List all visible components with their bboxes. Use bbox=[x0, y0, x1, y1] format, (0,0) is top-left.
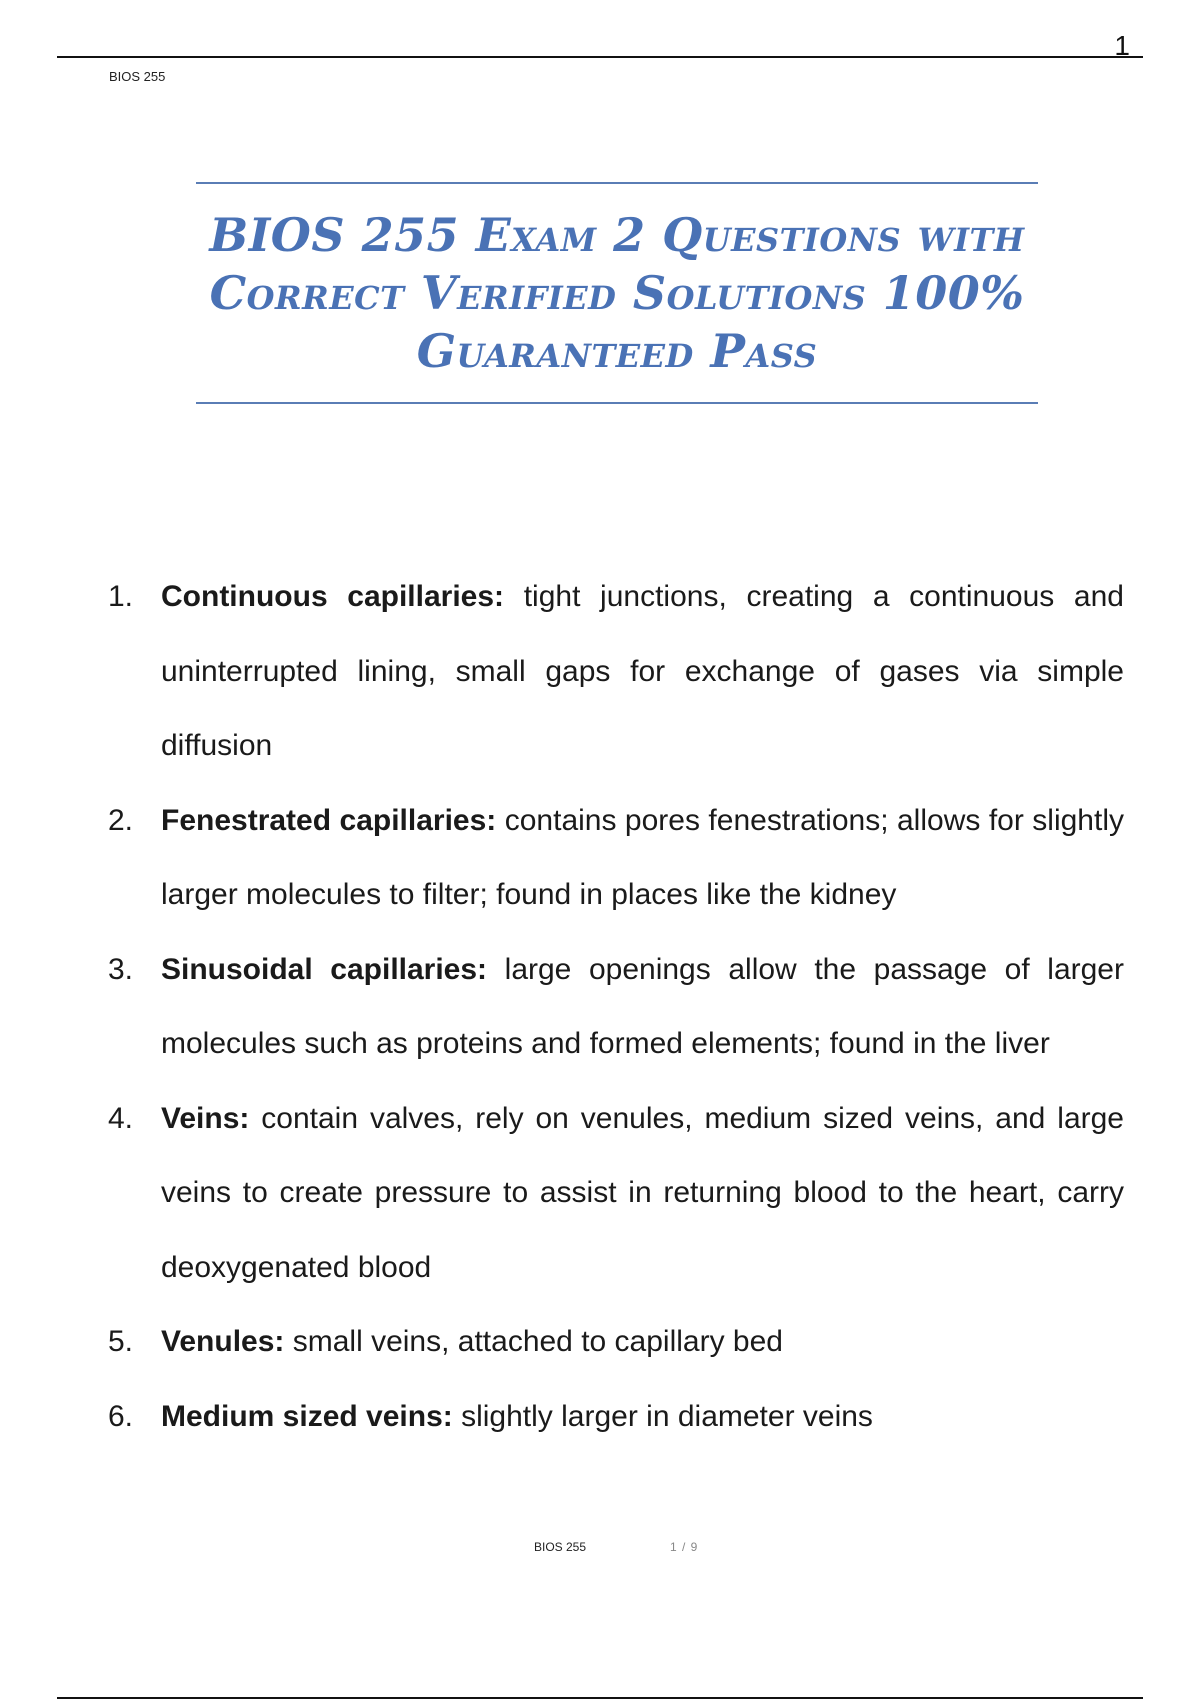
item-term: Sinusoidal capillaries: bbox=[161, 952, 488, 986]
header-rule bbox=[57, 56, 1143, 58]
item-number: 4. bbox=[108, 1101, 134, 1135]
list-item bbox=[108, 560, 1124, 784]
list-item bbox=[108, 1380, 1124, 1455]
title-rule-bottom bbox=[196, 402, 1038, 404]
item-body bbox=[161, 560, 1124, 784]
list-item bbox=[108, 933, 1124, 1082]
item-body bbox=[161, 784, 1124, 933]
title-block bbox=[196, 182, 1038, 404]
footer-label: BIOS 255 bbox=[534, 1540, 587, 1554]
item-number: 5. bbox=[108, 1325, 134, 1358]
item-term: Continuous capillaries: bbox=[161, 580, 505, 613]
item-definition: slightly larger in diameter veins bbox=[461, 1399, 873, 1433]
item-body bbox=[161, 933, 1124, 1082]
list-item bbox=[108, 1305, 1124, 1380]
item-term: Medium sized veins: bbox=[161, 1399, 453, 1433]
item-definition: tight junctions, creating a continuous and uninterrupted lining, small gaps for exchange of gases via simple diffusion bbox=[161, 580, 1124, 762]
item-definition: large openings allow the passage of larger molecules such as proteins and formed elements; found in the liver bbox=[161, 952, 1124, 1060]
item-term: Venules: bbox=[161, 1325, 285, 1358]
item-number: 1. bbox=[108, 580, 134, 613]
item-body bbox=[161, 1380, 1124, 1455]
item-body bbox=[161, 1082, 1124, 1306]
list-item bbox=[108, 784, 1124, 933]
list-item bbox=[108, 1082, 1124, 1306]
document-title: BIOS 255 Exam 2 Questions with Correct Verified Solutions 100% Guaranteed Pass bbox=[209, 208, 1025, 378]
header-label: BIOS 255 bbox=[109, 69, 166, 84]
item-definition: contain valves, rely on venules, medium sized veins, and large veins to create pressure to assist in returning blood to the heart, carry deoxygenated blood bbox=[161, 1101, 1124, 1284]
item-number: 2. bbox=[108, 803, 134, 837]
item-definition: small veins, attached to capillary bed bbox=[292, 1325, 783, 1358]
footer-rule bbox=[57, 1697, 1143, 1699]
title-rule-top bbox=[196, 182, 1038, 184]
question-list bbox=[108, 560, 1124, 1454]
item-body bbox=[161, 1305, 1124, 1380]
item-number: 3. bbox=[108, 952, 134, 986]
item-definition: contains pores fenestrations; allows for slightly larger molecules to filter; found in places like the kidney bbox=[161, 803, 1124, 911]
item-number: 6. bbox=[108, 1399, 134, 1433]
page-number: 1 bbox=[1114, 30, 1130, 61]
item-term: Veins: bbox=[161, 1101, 250, 1135]
item-term: Fenestrated capillaries: bbox=[161, 803, 497, 837]
footer-page-indicator: 1 / 9 bbox=[670, 1540, 699, 1554]
